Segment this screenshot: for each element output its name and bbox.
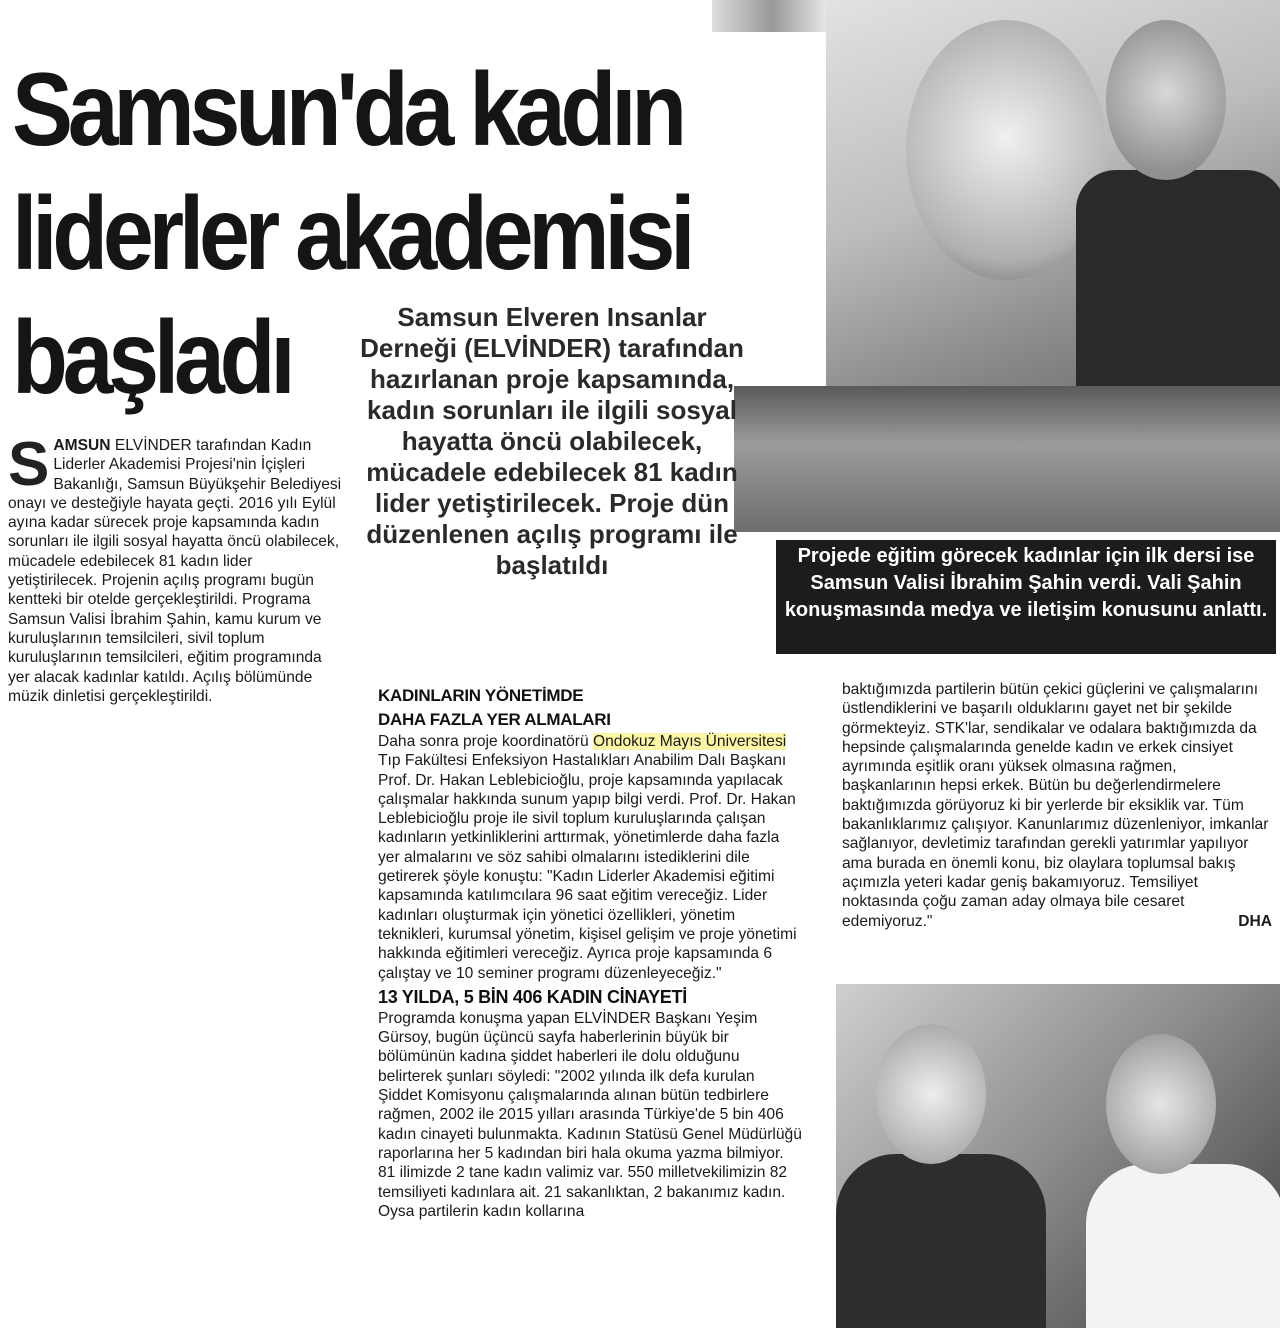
headline-line-3: başladı xyxy=(12,300,291,416)
para1-before: Daha sonra proje koordinatörü xyxy=(378,733,593,750)
middle-paragraph-2: Programda konuşma yapan ELVİNDER Başkanı Yeşim Gürsoy, bugün üçüncü sayfa haberlerinin büyük bir bölümünün kadına şiddet haberleri ile dolu olduğunu belirterek şunları söyledi: "2002 yılında ilk defa kurulan Şiddet Komisyonu çalışmalarında alınan bütün tedbirlere rağmen, 2002 ile 2015 yılları arasında Türkiye'de 5 bin 406 kadın cinayeti bulunmakta. Kadının Statüsü Genel Müdürlüğü raporlarına her 5 kadından biri hala okuma yazma bilmiyor. 81 ilimizde 2 tane kadın valimiz var. 550 milletvekilimizin 82 temsiliyeti kadınlara ait. 21 sakanlıktan, 2 bakanımız kadın. Oysa partilerin kadın kollarına xyxy=(378,1009,802,1220)
photo-caption: Projede eğitim görecek kadınlar için ilk dersi ise Samsun Valisi İbrahim Şahin verdi. Vali Şahin konuşmasında medya ve iletişim konusunu anlattı. xyxy=(776,540,1276,654)
woman-right-face-figure xyxy=(1106,1034,1216,1174)
subhead-2: 13 YILDA, 5 BİN 406 KADIN CİNAYETİ xyxy=(378,986,687,1007)
left-column-text: ELVİNDER tarafından Kadın Liderler Akademisi Projesi'nin İçişleri Bakanlığı, Samsun Büyükşehir Belediyesi onayı ve desteğiyle hayata geçti. 2016 yılı Eylül ayına kadar sürecek proje kapsamında kadın sorunları ile ilgili sosyal hayatta öncü olabilecek, mücadele edebilecek 81 kadın lider yetiştirilecek. Projenin açılış programı bugün kentteki bir otelde gerçekleştirildi. Programa Samsun Valisi İbrahim Şahin, kamu kurum ve kuruluşlarının temsilcileri, sivil toplum kuruluşlarının temsilcileri, eğitim programında yer alacak kadınlar katıldı. Açılış bölümünde müzik dinletisi gerçekleştirildi. xyxy=(8,437,342,705)
woman-white-sweater-figure xyxy=(1086,1164,1280,1328)
deck-summary: Samsun Elveren Insanlar Derneği (ELVİNDER) tarafından hazırlanan proje kapsamında, kadın sorunları ile ilgili sosyal hayatta öncü olabilecek, mücadele edebilecek 81 kadın lider yetiştirilecek. Proje dün düzenlenen açılış programı ile başlatıldı xyxy=(360,302,744,580)
middle-paragraph-1 xyxy=(378,732,802,983)
headline-line-1: Samsun'da kadın xyxy=(12,52,682,168)
byline: DHA xyxy=(1238,912,1272,930)
para1-after: Tıp Fakültesi Enfeksiyon Hastalıkları Anabilim Dalı Başkanı Prof. Dr. Hakan Leblebicioğlu, proje kapsamında yapılacak çalışmalar hakkında sunum yapıp bilgi verdi. Prof. Dr. Hakan Leblebicioğlu proje ile sivil toplum kuruluşlarında çalışan kadınların yetkinliklerini arttırmak, yönetimlerde daha fazla yer almalarını ve söz sahibi olmalarını istediklerini dile getirerek şöyle konuştu: "Kadın Liderler Akademisi eğitimi kapsamında katılımcılara 96 saat eğitim vereceğiz. Lider kadınları oluşturmak için yönetici özellikleri, yönetim teknikleri, kurumsal yönetim, kişisel gelişim ve proje yönetimi hakkında eğitimleri vereceğiz. Ayrıca proje kapsamında 6 çalıştay ve 10 seminer programı düzenleyeceğiz." xyxy=(378,752,797,982)
lead-word: AMSUN xyxy=(53,437,111,454)
podium-figure xyxy=(734,386,1280,532)
subhead-1-line-1: KADINLARIN YÖNETİMDE xyxy=(378,686,584,705)
right-text: baktığımızda partilerin bütün çekici güçlerini ve çalışmalarını üstlendiklerini ve başarılı olduklarını gayet net bir şekilde görmekteyiz. STK'lar, sendikalar ve odalara baktığımızda da hepsinde çalışmalarında genelde kadın ve erkek cinsiyet ayrımında eşitlik oranı yüksek olmasına rağmen, başkanlarının hepsi erkek. Bütün bu değerlendirmelere baktığımızda görüyoruz ki bir yerlerde bir eksiklik var. Tüm bakanlıklarımız çalışıyor. Kanunlarımız düzenleniyor, imkanlar sağlanıyor, devletimiz tarafından gerekli yatırımlar yapılıyor ama burada en önemli konu, biz olaylara toplumsal bakış açımızla yeteri kadar geniş bakamıyoruz. Temsiliyet noktasında çoğu zaman aday olmaya bile cesaret edemiyoruz." xyxy=(842,681,1269,930)
middle-column xyxy=(378,684,802,1221)
right-column xyxy=(842,680,1272,931)
woman-dark-jacket-figure xyxy=(836,1154,1046,1328)
woman-left-face-figure xyxy=(876,1024,986,1164)
left-column xyxy=(8,430,344,706)
man-face-figure xyxy=(1106,20,1226,180)
drop-cap: S xyxy=(8,430,50,499)
audience-photo xyxy=(836,984,1280,1328)
headline-line-2: liderler akademisi xyxy=(12,176,691,292)
subhead-1-line-2: DAHA FAZLA YER ALMALARI xyxy=(378,710,611,729)
right-column-text xyxy=(842,680,1272,931)
highlighted-university: Ondokuz Mayıs Üniversitesi xyxy=(592,733,787,750)
